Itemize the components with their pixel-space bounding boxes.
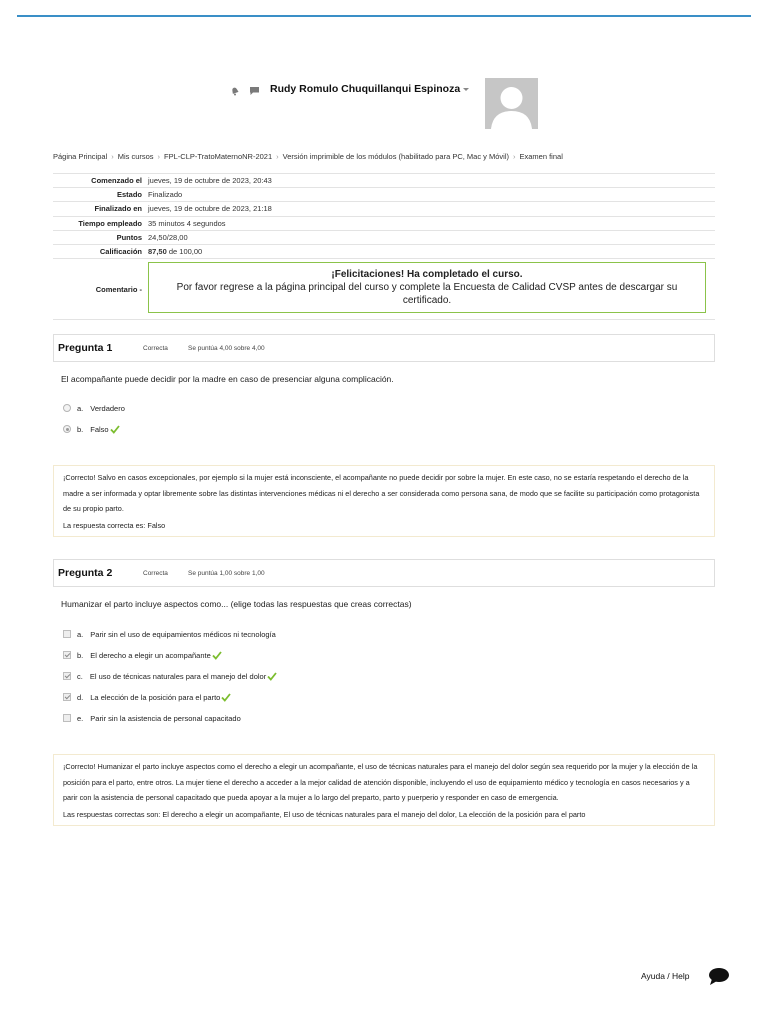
- chevron-right-icon: ›: [111, 152, 114, 161]
- checkbox-checked[interactable]: [63, 651, 71, 659]
- question-1-header: [53, 334, 715, 362]
- chevron-down-icon: [463, 88, 469, 91]
- answer-letter: a.: [77, 403, 84, 413]
- summary-row-time: [53, 216, 715, 230]
- feedback-text: ¡Correcto! Salvo en casos excepcionales, por ejemplo si la mujer está inconsciente, el acompañante no puede decidir por sobre la mujer. En este caso, no se estaría respetando el derecho de la madre a ser informada y optar libremente sobre las distintas intervenciones médicas ni el derecho a ser considerada como persona sana, de modo que se facilite su participación como protagonista de su propio parto.: [63, 473, 700, 513]
- grade-suffix: de 100,00: [166, 247, 203, 257]
- overall-feedback-box: [148, 262, 706, 313]
- checkbox-checked[interactable]: [63, 693, 71, 701]
- correct-check-icon: [221, 693, 231, 702]
- user-name-dropdown[interactable]: [270, 83, 469, 95]
- summary-row-state: [53, 188, 715, 202]
- correct-check-icon: [110, 425, 120, 434]
- summary-label: Estado: [53, 188, 145, 202]
- summary-row-comment: [53, 259, 715, 320]
- chat-icon[interactable]: [249, 86, 260, 96]
- summary-value: [145, 244, 715, 258]
- question-grade: Se puntúa 1,00 sobre 1,00: [188, 570, 265, 577]
- question-2-header: [53, 559, 715, 587]
- breadcrumb-modules[interactable]: Versión imprimible de los módulos (habilitado para PC, Mac y Móvil): [282, 152, 509, 161]
- question-2-text: Humanizar el parto incluye aspectos como... (elige todas las respuestas que creas correctas): [61, 599, 412, 609]
- feedback-text: ¡Correcto! Humanizar el parto incluye aspectos como el derecho a elegir un acompañante, el uso de técnicas naturales para el manejo del dolor según sea requerido por la mujer y la elección de la posición para el parto, entre otros. La mujer tiene el derecho a acceder a la mejor calidad de atención disponible, incluyendo el uso de equipamiento médico y tecnología en casos necesarios y a parir con la asistencia de personal capacitado que pueda apoyar a la mujer a lo largo del preparto, parto y puerperio y responder en caso de emergencia.: [63, 762, 698, 802]
- avatar[interactable]: [485, 78, 538, 129]
- right-answer: Las respuestas correctas son: El derecho a elegir un acompañante, El uso de técnicas naturales para el manejo del dolor, La elección de la posición para el parto: [63, 809, 586, 819]
- user-name: Rudy Romulo Chuquillanqui Espinoza: [270, 83, 461, 95]
- breadcrumb: [53, 152, 563, 161]
- question-status: Correcta: [143, 345, 168, 352]
- question-2-answer-a[interactable]: [63, 628, 276, 640]
- answer-letter: b.: [77, 424, 84, 434]
- breadcrumb-home[interactable]: Página Principal: [53, 152, 108, 161]
- answer-label: Falso: [90, 424, 109, 434]
- question-number: Pregunta 2: [58, 567, 113, 579]
- chevron-right-icon: ›: [157, 152, 161, 161]
- chevron-right-icon: ›: [276, 152, 279, 161]
- answer-letter: a.: [77, 629, 84, 639]
- answer-label: La elección de la posición para el parto: [90, 692, 221, 702]
- user-avatar-icon: [485, 78, 538, 129]
- summary-row-grade: [53, 244, 715, 258]
- summary-row-started: [53, 174, 715, 188]
- summary-label: Tiempo empleado: [53, 216, 145, 230]
- radio-button[interactable]: [63, 404, 71, 412]
- answer-letter: b.: [77, 650, 84, 660]
- summary-value: jueves, 19 de octubre de 2023, 21:18: [145, 202, 715, 216]
- answer-letter: d.: [77, 692, 84, 702]
- correct-check-icon: [212, 651, 222, 660]
- question-grade: Se puntúa 4,00 sobre 4,00: [188, 345, 265, 352]
- summary-value: [145, 259, 715, 320]
- breadcrumb-exam[interactable]: Examen final: [519, 152, 563, 161]
- checkbox-checked[interactable]: [63, 672, 71, 680]
- question-1-answer-b[interactable]: [63, 423, 120, 435]
- chevron-right-icon: ›: [513, 152, 516, 161]
- answer-label: El derecho a elegir un acompañante: [90, 650, 211, 660]
- radio-button-checked[interactable]: [63, 425, 71, 433]
- question-number: Pregunta 1: [58, 342, 113, 354]
- summary-label: Comentario -: [53, 259, 145, 320]
- answer-label: El uso de técnicas naturales para el manejo del dolor: [89, 671, 267, 681]
- answer-letter: c.: [77, 671, 83, 681]
- answer-label: Parir sin el uso de equipamientos médicos ni tecnología: [90, 629, 276, 639]
- checkbox[interactable]: [63, 714, 71, 722]
- summary-label: Finalizado en: [53, 202, 145, 216]
- help-link[interactable]: Ayuda / Help: [641, 971, 690, 981]
- top-divider: [17, 15, 751, 17]
- question-1-text: El acompañante puede decidir por la madre en caso de presenciar alguna complicación.: [61, 374, 394, 384]
- question-2-answer-c[interactable]: [63, 670, 277, 682]
- summary-row-points: [53, 230, 715, 244]
- user-menu-bar: [0, 78, 768, 130]
- question-2-answer-b[interactable]: [63, 649, 222, 661]
- summary-value: jueves, 19 de octubre de 2023, 20:43: [145, 174, 715, 188]
- question-2-answer-e[interactable]: [63, 712, 241, 724]
- summary-label: Puntos: [53, 230, 145, 244]
- breadcrumb-course[interactable]: FPL-CLP-TratoMaternoNR-2021: [164, 152, 273, 161]
- overall-feedback-title: ¡Felicitaciones! Ha completado el curso.: [331, 269, 523, 281]
- summary-value: Finalizado: [145, 188, 715, 202]
- question-1-answer-a[interactable]: [63, 402, 125, 414]
- answer-label: Parir sin la asistencia de personal capacitado: [90, 713, 241, 723]
- grade-value: 87,50: [148, 247, 167, 257]
- right-answer: La respuesta correcta es: Falso: [63, 520, 166, 530]
- summary-row-finished: [53, 202, 715, 216]
- answer-letter: e.: [77, 713, 84, 723]
- attempt-summary-table: [53, 173, 715, 320]
- checkbox[interactable]: [63, 630, 71, 638]
- summary-label: Calificación: [53, 244, 145, 258]
- answer-label: Verdadero: [90, 403, 125, 413]
- summary-value: 24,50/28,00: [145, 230, 715, 244]
- overall-feedback-text: Por favor regrese a la página principal del curso y complete la Encuesta de Calidad CVSP antes de descargar su certificado.: [176, 282, 678, 307]
- correct-check-icon: [267, 672, 277, 681]
- question-2-answer-d[interactable]: [63, 691, 231, 703]
- summary-label: Comenzado el: [53, 174, 145, 188]
- speech-bubble-icon[interactable]: [708, 967, 730, 986]
- breadcrumb-my-courses[interactable]: Mis cursos: [117, 152, 154, 161]
- question-2-feedback: [53, 754, 715, 826]
- question-1-feedback: [53, 465, 715, 537]
- question-status: Correcta: [143, 570, 168, 577]
- bell-icon[interactable]: [230, 86, 240, 96]
- summary-value: 35 minutos 4 segundos: [145, 216, 715, 230]
